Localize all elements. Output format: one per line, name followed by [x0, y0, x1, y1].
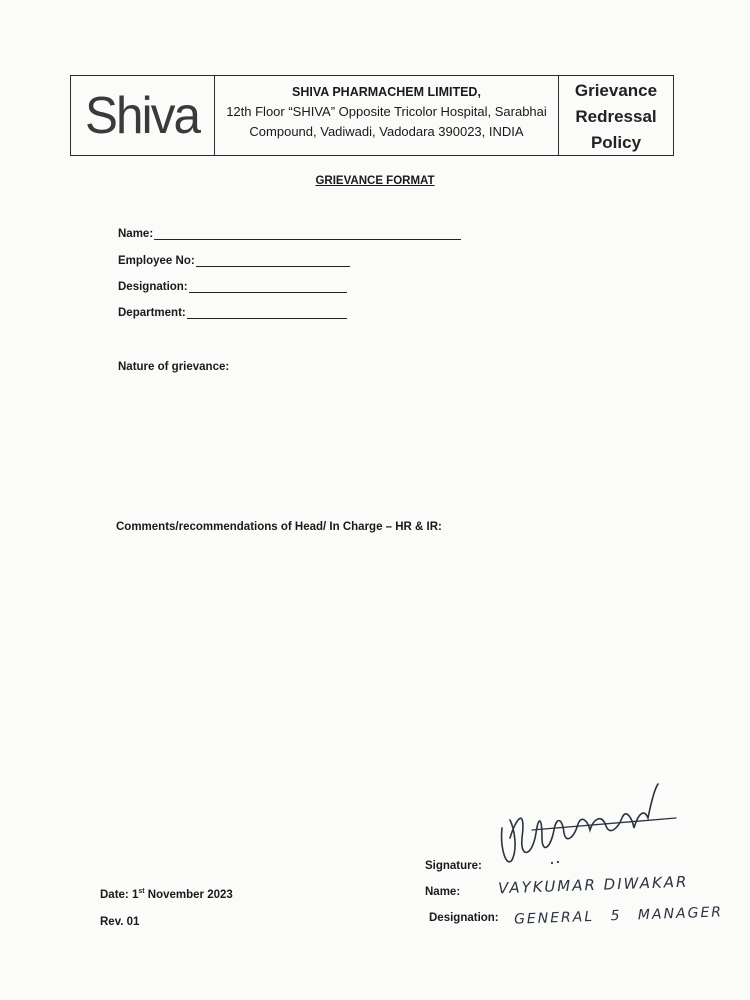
handwritten-signature: [492, 778, 682, 873]
employee-no-input-line[interactable]: [196, 256, 350, 267]
employee-no-label: Employee No:: [118, 255, 195, 267]
name-input-line[interactable]: [154, 229, 461, 240]
address-line-2: Compound, Vadiwadi, Vadodara 390023, INDIA: [249, 124, 524, 139]
address-line-1: 12th Floor “SHIVA” Opposite Tricolor Hospital, Sarabhai: [226, 104, 547, 119]
comments-label: Comments/recommendations of Head/ In Charge – HR & IR:: [116, 521, 442, 533]
department-label: Department:: [118, 307, 186, 319]
date-text: [100, 888, 233, 901]
designation-field: [118, 281, 347, 293]
handwritten-name: VAYKUMAR DIWAKAR: [497, 872, 689, 898]
company-name: SHIVA PHARMACHEM LIMITED,: [292, 85, 481, 99]
date-label: Date: 1: [100, 888, 139, 901]
policy-title-line-3: Policy: [590, 133, 642, 152]
company-logo: Shiva: [85, 86, 200, 145]
designation-input-line[interactable]: [189, 282, 347, 293]
revision-text: Rev. 01: [100, 916, 140, 928]
logo-cell: [71, 76, 215, 155]
name-label: Name:: [118, 228, 154, 240]
signoff-name-label: Name:: [425, 886, 461, 898]
handwritten-designation: GENERAL 5 MANAGER: [513, 904, 724, 928]
signature-label: Signature:: [425, 860, 482, 872]
designation-label: Designation:: [118, 281, 188, 293]
signoff-designation-label: Designation:: [429, 912, 499, 924]
nature-of-grievance-label: Nature of grievance:: [118, 361, 230, 373]
header-table: [70, 75, 674, 156]
department-input-line[interactable]: [187, 308, 347, 319]
policy-title-line-1: Grievance: [574, 81, 658, 100]
department-field: [118, 307, 347, 319]
policy-title-line-2: Redressal: [575, 107, 657, 126]
company-address-cell: [215, 76, 559, 155]
form-title: GRIEVANCE FORMAT: [315, 175, 435, 187]
name-field: [118, 228, 461, 240]
employee-no-field: [118, 255, 350, 267]
date-superscript: st: [138, 888, 145, 895]
policy-title-cell: [559, 76, 673, 155]
date-rest: November 2023: [144, 888, 233, 901]
